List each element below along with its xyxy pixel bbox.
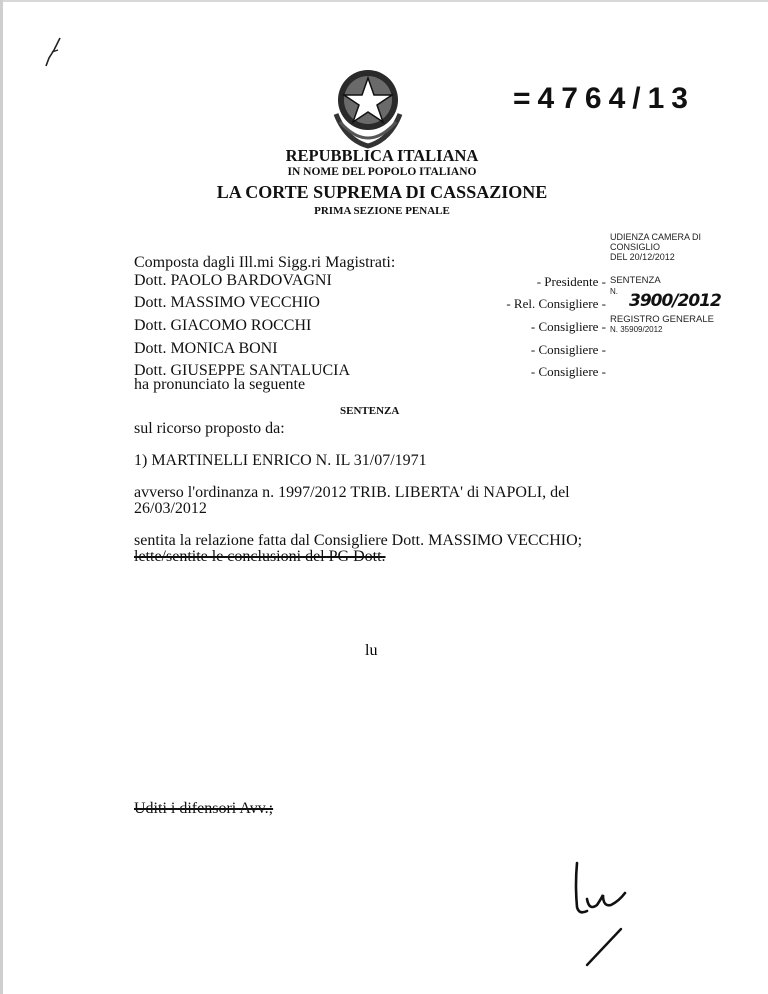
sentenza-title: SENTENZA	[340, 405, 400, 417]
avverso-text-line-2: 26/03/2012	[134, 500, 207, 517]
magistrate-name: Dott. GIACOMO ROCCHI	[134, 317, 312, 334]
struck-conclusioni-text: lette/sentite le conclusioni del PG Dott.	[134, 548, 386, 565]
avverso-text-line-1: avverso l'ordinanza n. 1997/2012 TRIB. LIBERTA' di NAPOLI, del	[134, 484, 570, 501]
in-name-heading: IN NOME DEL POPOLO ITALIANO	[287, 166, 477, 178]
republic-heading: REPUBBLICA ITALIANA	[285, 146, 479, 165]
magistrate-role: - Consigliere -	[530, 364, 606, 379]
scan-top-edge	[0, 0, 768, 2]
pen-mark-icon	[42, 36, 62, 70]
magistrate-name: Dott. MASSIMO VECCHIO	[134, 294, 320, 311]
hearing-block	[610, 232, 701, 262]
relazione-text: sentita la relazione fatta dal Consigliere Dott. MASSIMO VECCHIO;	[134, 532, 583, 549]
magistrate-name: Dott. PAOLO BARDOVAGNI	[134, 272, 332, 289]
signature-initials-text: lu	[365, 642, 378, 659]
sentenza-label: SENTENZA	[610, 275, 661, 286]
handwritten-initials	[365, 642, 665, 975]
document-number: =4764/13	[513, 82, 695, 115]
magistrate-name: Dott. GIUSEPPE SANTALUCIA	[134, 362, 351, 379]
struck-difensori-text: Uditi i difensori Avv.;	[134, 800, 274, 817]
italian-republic-emblem-icon	[326, 64, 410, 150]
magistrate-role: - Consigliere -	[530, 342, 606, 357]
panel-title: Composta dagli Ill.mi Sigg.ri Magistrati:	[134, 254, 396, 271]
hearing-line-2: CONSIGLIO	[610, 242, 661, 252]
magistrate-role: - Rel. Consigliere -	[506, 296, 606, 311]
sentenza-n-prefix: N.	[610, 287, 618, 296]
registro-label: REGISTRO GENERALE	[610, 314, 714, 325]
magistrate-role: - Consigliere -	[530, 319, 606, 334]
magistrate-name: Dott. MONICA BONI	[134, 340, 278, 357]
hearing-date: DEL 20/12/2012	[610, 252, 675, 262]
ricorso-text: sul ricorso proposto da:	[134, 420, 285, 437]
court-heading: LA CORTE SUPREMA DI CASSAZIONE	[216, 182, 548, 202]
scan-left-edge	[0, 0, 3, 994]
registro-number: N. 35909/2012	[610, 325, 663, 334]
magistrate-role: - Presidente -	[536, 274, 606, 289]
section-heading: PRIMA SEZIONE PENALE	[314, 205, 450, 217]
pronounced-text: ha pronunciato la seguente	[134, 376, 306, 393]
hearing-line-1: UDIENZA CAMERA DI	[610, 232, 702, 242]
sentenza-handwritten-number: 3900/2012	[629, 291, 721, 311]
party-text: 1) MARTINELLI ENRICO N. IL 31/07/1971	[134, 452, 427, 469]
